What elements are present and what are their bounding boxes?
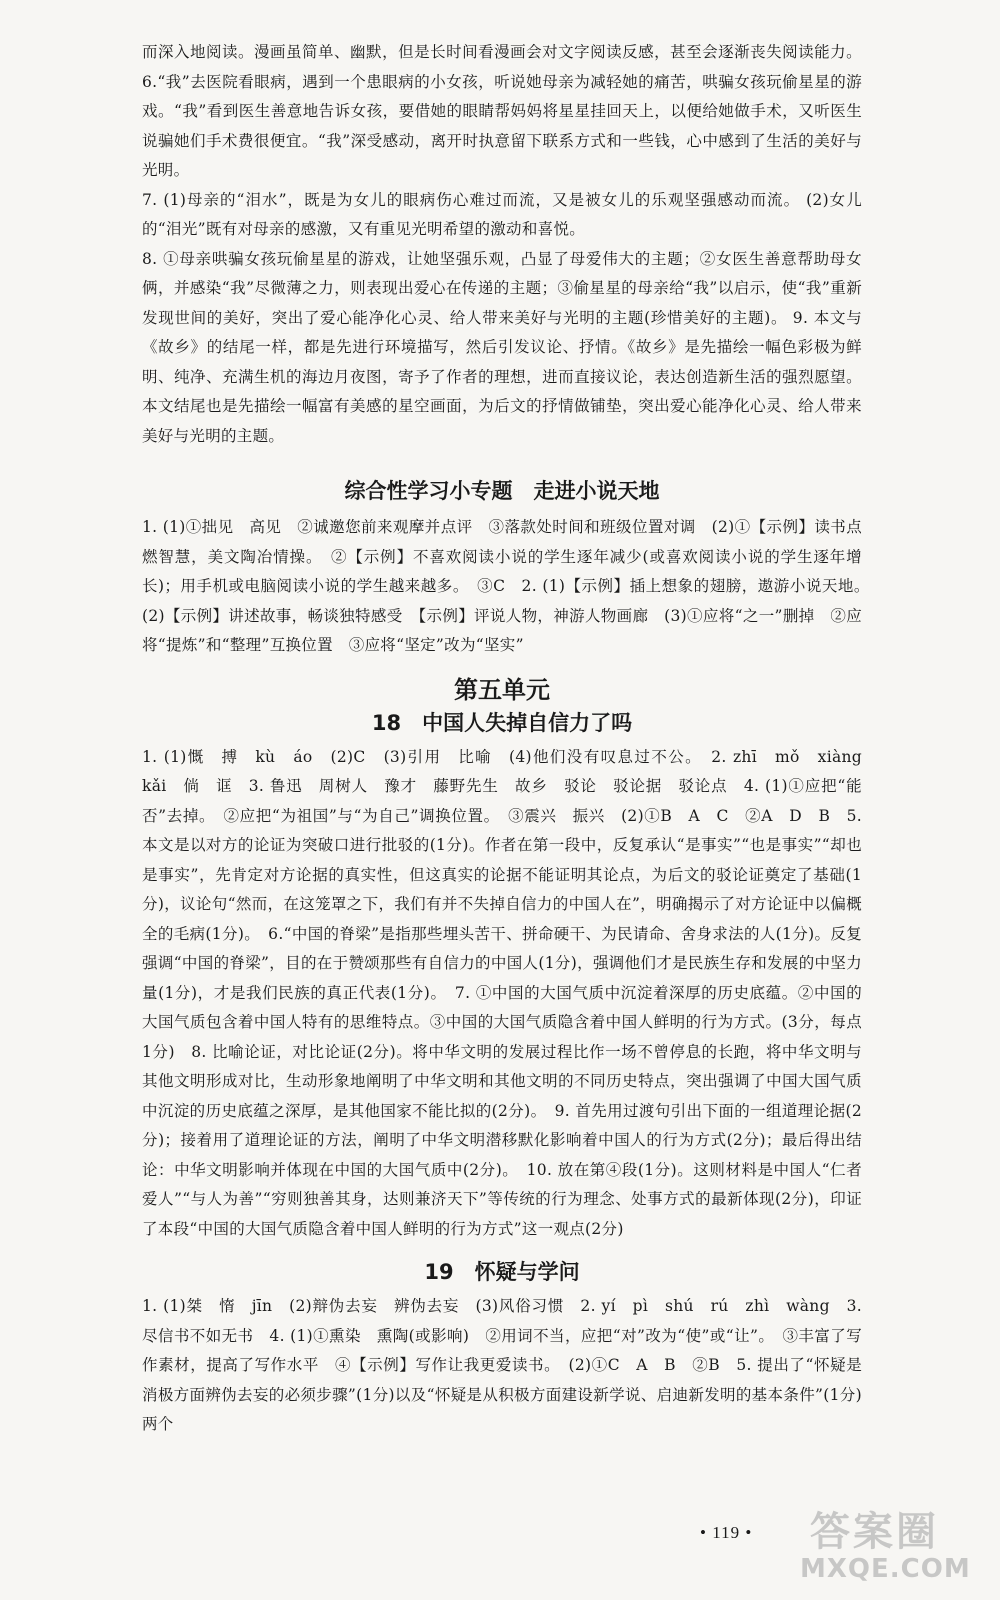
watermark-logo: [790, 1500, 990, 1595]
answer-page: [142, 38, 878, 1440]
unit-title: 第五单元: [454, 675, 550, 704]
section-title-zonghe: 综合性学习小专题 走进小说天地: [344, 479, 660, 503]
answer-7: 7. (1)母亲的“泪水”，既是为女儿的眼病伤心难过而流，又是被女儿的乐观坚强感动而流。 (2)女儿的“泪光”既有对母亲的感激，又有重见光明希望的激动和喜悦。: [142, 190, 862, 238]
watermark-cn: 答案圈: [810, 1509, 939, 1555]
page-number: • 119 •: [700, 1523, 753, 1542]
lesson-18-title: 18 中国人失掉自信力了吗: [371, 710, 633, 735]
watermark-en: MXQE.COM: [800, 1554, 971, 1584]
lesson-18-answers: 1. (1)慨 搏 kù áo (2)C (3)引用 比喻 (4)他们没有叹息过不公。 2. zhī mǒ xiàng kǎi 倘 诓 3. 鲁迅 周树人 豫才 藤野先生 故乡 驳论 驳论据 驳论点 4. (1)①应把“能否”去掉。 ②应把“为祖国”与“为自己”调换位置。 ③震兴 振兴 (2)①B A C ②A D B 5. 本文是以对方的论证为突破口进行批驳的(1分)。作者在第一段中，反复承认“是事实”“也是事实”“却也是事实”，先肯定对方论据的真实性，但这真实的论据不能证明其论点，为后文的驳论证奠定了基础(1分)，议论句“然而，在这笼罩之下，我们有并不失掉自信力的中国人在”，明确揭示了对方论证中以偏概全的毛病(1分)。 6.“中国的脊梁”是指那些埋头苦干、拼命硬干、为民请命、舍身求法的人(1分)。反复强调“中国的脊梁”，目的在于赞颂那些有自信力的中国人(1分)，强调他们才是民族生存和发展的中坚力量(1分)，才是我们民族的真正代表(1分)。 7. ①中国的大国气质中沉淀着深厚的历史底蕴。②中国的大国气质包含着中国人特有的思维特点。③中国的大国气质隐含着中国人鲜明的行为方式。(3分，每点1分) 8. 比喻论证，对比论证(2分)。将中华文明的发展过程比作一场不曾停息的长跑，将中华文明与其他文明形成对比，生动形象地阐明了中华文明和其他文明的不同历史特点，突出强调了中国大国气质中沉淀的历史底蕴之深厚，是其他国家不能比拟的(2分)。 9. 首先用过渡句引出下面的一组道理论据(2分)；接着用了道理论证的方法，阐明了中华文明潜移默化影响着中国人的行为方式(2分)；最后得出结论：中华文明影响并体现在中国的大国气质中(2分)。 10. 放在第④段(1分)。这则材料是中国人“仁者爱人”“与人为善”“穷则独善其身，达则兼济天下”等传统的行为理念、处事方式的最新体现(2分)，印证了本段“中国的大国气质隐含着中国人鲜明的行为方式”这一观点(2分): [142, 747, 878, 1238]
lesson-19-answers: 1. (1)桀 惰 jīn (2)辩伪去妄 辨伪去妄 (3)风俗习惯 2. yí pì shú rú zhì wàng 3. 尽信书不如无书 4. (1)①熏染 熏陶(或影响) ②用词不当，应把“对”改为“使”或“让”。 ③丰富了写作素材，提高了写作水平 ④【示例】写作让我更爱读书。 (2)①C A B ②B 5. 提出了“怀疑是消极方面辨伪去妄的必须步骤”(1分)以及“怀疑是从积极方面建设新学说、启迪新发明的基本条件”(1分)两个: [142, 1297, 862, 1433]
answer-8: 8. ①母亲哄骗女孩玩偷星星的游戏，让她坚强乐观，凸显了母爱伟大的主题；②女医生善意帮助母女俩，并感染“我”尽微薄之力，则表现出爱心在传递的主题；③偷星星的母亲给“我”以启示，使“我”重新发现世间的美好，突出了爱心能净化心灵、给人带来美好与光明的主题(珍惜美好的主题)。 9. 本文与《故乡》的结尾一样，都是先进行环境描写，然后引发议论、抒情。《故乡》是先描绘一幅色彩极为鲜明、纯净、充满生机的海边月夜图，寄予了作者的理想，进而直接议论，表达创造新生活的强烈愿望。本文结尾也是先描绘一幅富有美感的星空画面，为后文的抒情做铺垫，突出爱心能净化心灵、给人带来美好与光明的主题。: [142, 249, 862, 445]
top-paragraph: 而深入地阅读。漫画虽简单、幽默，但是长时间看漫画会对文字阅读反感，甚至会逐渐丧失阅读能力。 6.“我”去医院看眼病，遇到一个患眼病的小女孩，听说她母亲为减轻她的痛苦，哄骗女孩玩偷星星的游戏。“我”看到医生善意地告诉女孩，要借她的眼睛帮妈妈将星星挂回天上，以便给她做手术，又听医生说骗她们手术费很便宜。“我”深受感动，离开时执意留下联系方式和一些钱，心中感到了生活的美好与光明。: [142, 43, 862, 179]
section-zonghe-answers: 1. (1)①拙见 高见 ②诚邀您前来观摩并点评 ③落款处时间和班级位置对调 (2)①【示例】读书点燃智慧，美文陶冶情操。 ②【示例】不喜欢阅读小说的学生逐年减少(或喜欢阅读小说的学生逐年增长)；用手机或电脑阅读小说的学生越来越多。 ③C 2. (1)【示例】插上想象的翅膀，遨游小说天地。 (2)【示例】讲述故事，畅谈独特感受 【示例】评说人物，神游人物画廊 (3)①应将“之一”删掉 ②应将“提炼”和“整理”互换位置 ③应将“坚定”改为“坚实”: [142, 518, 878, 654]
lesson-19-title: 19 怀疑与学问: [424, 1260, 580, 1284]
